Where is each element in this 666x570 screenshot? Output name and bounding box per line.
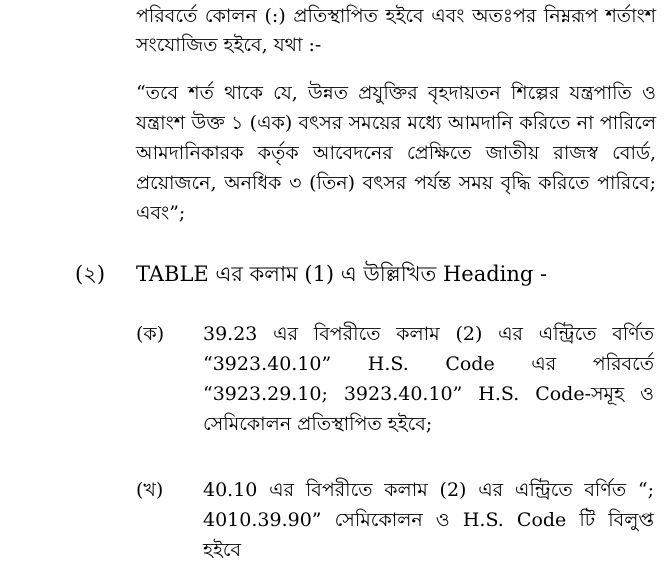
section-heading: TABLE এর কলাম (1) এ উল্লিখিত Heading -: [136, 262, 548, 286]
item-text-kha: 40.10 এর বিপরীতে কলাম (2) এর এন্ট্রিতে বর্ণিত “; 4010.39.90” সেমিকোলন ও H.S. Code টি বিলুপ্ত হইবে: [203, 479, 654, 561]
item-marker-kha: (খ): [136, 479, 164, 501]
proviso-paragraph: “তবে শর্ত থাকে যে, উন্নত প্রযুক্তির বৃহদায়তন শিল্পের যন্ত্রপাতি ও যন্ত্রাংশ উক্ত ১ (এক) বৎসর সময়ের মধ্যে আমদানি করিতে না পারিলে আমদানিকারক কর্তৃক আবেদনের প্রেক্ষিতে জাতীয় রাজস্ব বোর্ড, প্রয়োজনে, অনধিক ৩ (তিন) বৎসর পর্যন্ত সময় বৃদ্ধি করিতে পারিবে; এবং”;: [136, 82, 656, 224]
item-text-ka: 39.23 এর বিপরীতে কলাম (2) এর এন্ট্রিতে বর্ণিত “3923.40.10” H.S. Code এর পরিবর্তে “3923.29.10; 3923.40.10” H.S. Code-সমূহ ও সেমিকোলন প্রতিস্থাপিত হইবে;: [203, 323, 654, 435]
item-marker-ka: (ক): [136, 323, 165, 345]
section-number: (২): [75, 262, 106, 286]
intro-paragraph: পরিবর্তে কোলন (:) প্রতিস্থাপিত হইবে এবং অতঃপর নিম্নরূপ শর্তাংশ সংযোজিত হইবে, যথা :-: [136, 5, 656, 56]
